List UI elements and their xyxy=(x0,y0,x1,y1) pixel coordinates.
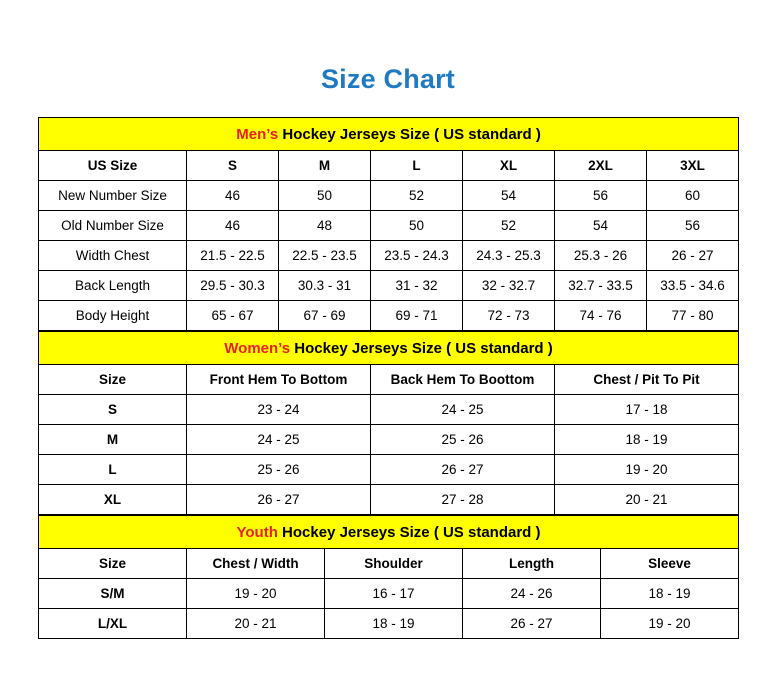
womens-row-2-val-1: 26 - 27 xyxy=(371,455,555,485)
womens-heading-accent: Women’s xyxy=(224,339,291,357)
youth-section-header xyxy=(39,516,739,549)
mens-row-2-val-4: 25.3 - 26 xyxy=(555,241,647,271)
mens-section-header-cell xyxy=(39,118,739,151)
table-row xyxy=(39,241,739,271)
womens-row-3-val-1: 27 - 28 xyxy=(371,485,555,515)
mens-heading-rest: Hockey Jerseys Size ( US standard ) xyxy=(278,125,541,143)
youth-row-0-val-3: 18 - 19 xyxy=(601,579,739,609)
mens-row-3-val-1: 30.3 - 31 xyxy=(279,271,371,301)
table-row xyxy=(39,271,739,301)
womens-row-3-label: XL xyxy=(39,485,187,515)
womens-row-1-val-0: 24 - 25 xyxy=(187,425,371,455)
mens-row-4-val-0: 65 - 67 xyxy=(187,301,279,331)
womens-section-header-cell xyxy=(39,332,739,365)
youth-col-1: Chest / Width xyxy=(187,549,325,579)
mens-col-3: L xyxy=(371,151,463,181)
youth-col-0: Size xyxy=(39,549,187,579)
mens-col-0: US Size xyxy=(39,151,187,181)
womens-row-2-label: L xyxy=(39,455,187,485)
table-row xyxy=(39,485,739,515)
mens-row-4-val-2: 69 - 71 xyxy=(371,301,463,331)
youth-row-0-label: S/M xyxy=(39,579,187,609)
womens-row-2-val-0: 25 - 26 xyxy=(187,455,371,485)
youth-row-1-label: L/XL xyxy=(39,609,187,639)
mens-row-3-label: Back Length xyxy=(39,271,187,301)
mens-row-1-val-3: 52 xyxy=(463,211,555,241)
womens-row-0-val-1: 24 - 25 xyxy=(371,395,555,425)
mens-row-1-val-2: 50 xyxy=(371,211,463,241)
mens-row-0-val-0: 46 xyxy=(187,181,279,211)
mens-row-2-label: Width Chest xyxy=(39,241,187,271)
mens-section-header xyxy=(39,118,739,151)
womens-row-0-val-2: 17 - 18 xyxy=(555,395,739,425)
mens-row-0-val-5: 60 xyxy=(647,181,739,211)
mens-row-4-label: Body Height xyxy=(39,301,187,331)
womens-row-1-label: M xyxy=(39,425,187,455)
mens-heading-accent: Men’s xyxy=(236,125,279,143)
table-row xyxy=(39,609,739,639)
womens-row-3-val-0: 26 - 27 xyxy=(187,485,371,515)
youth-col-3: Length xyxy=(463,549,601,579)
womens-col-3: Chest / Pit To Pit xyxy=(555,365,739,395)
youth-heading-accent: Youth xyxy=(236,523,278,541)
mens-row-4-val-1: 67 - 69 xyxy=(279,301,371,331)
tables-container xyxy=(38,117,738,639)
mens-row-0-val-2: 52 xyxy=(371,181,463,211)
mens-row-2-val-0: 21.5 - 22.5 xyxy=(187,241,279,271)
womens-size-table xyxy=(38,331,739,515)
mens-col-1: S xyxy=(187,151,279,181)
womens-column-headers xyxy=(39,365,739,395)
mens-row-3-val-3: 32 - 32.7 xyxy=(463,271,555,301)
womens-row-2-val-2: 19 - 20 xyxy=(555,455,739,485)
mens-row-3-val-2: 31 - 32 xyxy=(371,271,463,301)
youth-col-4: Sleeve xyxy=(601,549,739,579)
womens-section-header xyxy=(39,332,739,365)
mens-col-6: 3XL xyxy=(647,151,739,181)
youth-row-0-val-1: 16 - 17 xyxy=(325,579,463,609)
mens-col-2: M xyxy=(279,151,371,181)
mens-row-1-val-0: 46 xyxy=(187,211,279,241)
youth-row-1-val-0: 20 - 21 xyxy=(187,609,325,639)
mens-row-4-val-5: 77 - 80 xyxy=(647,301,739,331)
womens-col-1: Front Hem To Bottom xyxy=(187,365,371,395)
mens-row-0-label: New Number Size xyxy=(39,181,187,211)
womens-row-1-val-1: 25 - 26 xyxy=(371,425,555,455)
table-row xyxy=(39,579,739,609)
womens-col-0: Size xyxy=(39,365,187,395)
womens-row-1-val-2: 18 - 19 xyxy=(555,425,739,455)
womens-col-2: Back Hem To Boottom xyxy=(371,365,555,395)
mens-row-1-val-4: 54 xyxy=(555,211,647,241)
womens-heading-rest: Hockey Jerseys Size ( US standard ) xyxy=(290,339,553,357)
youth-row-1-val-1: 18 - 19 xyxy=(325,609,463,639)
youth-column-headers xyxy=(39,549,739,579)
womens-row-0-val-0: 23 - 24 xyxy=(187,395,371,425)
youth-row-1-val-2: 26 - 27 xyxy=(463,609,601,639)
page-title: Size Chart xyxy=(320,64,456,94)
mens-row-0-val-1: 50 xyxy=(279,181,371,211)
mens-size-table xyxy=(38,117,739,331)
womens-row-3-val-2: 20 - 21 xyxy=(555,485,739,515)
mens-row-2-val-3: 24.3 - 25.3 xyxy=(463,241,555,271)
mens-col-5: 2XL xyxy=(555,151,647,181)
mens-row-2-val-2: 23.5 - 24.3 xyxy=(371,241,463,271)
mens-row-1-val-1: 48 xyxy=(279,211,371,241)
table-row xyxy=(39,211,739,241)
table-row xyxy=(39,395,739,425)
youth-section-header-cell xyxy=(39,516,739,549)
table-row xyxy=(39,181,739,211)
youth-col-2: Shoulder xyxy=(325,549,463,579)
mens-row-3-val-5: 33.5 - 34.6 xyxy=(647,271,739,301)
youth-row-0-val-0: 19 - 20 xyxy=(187,579,325,609)
mens-row-4-val-4: 74 - 76 xyxy=(555,301,647,331)
mens-col-4: XL xyxy=(463,151,555,181)
mens-row-2-val-1: 22.5 - 23.5 xyxy=(279,241,371,271)
mens-row-0-val-4: 56 xyxy=(555,181,647,211)
mens-row-4-val-3: 72 - 73 xyxy=(463,301,555,331)
youth-heading-rest: Hockey Jerseys Size ( US standard ) xyxy=(277,523,541,541)
mens-row-1-label: Old Number Size xyxy=(39,211,187,241)
mens-row-2-val-5: 26 - 27 xyxy=(647,241,739,271)
mens-column-headers xyxy=(39,151,739,181)
mens-row-3-val-4: 32.7 - 33.5 xyxy=(555,271,647,301)
youth-size-table xyxy=(38,515,739,639)
youth-row-0-val-2: 24 - 26 xyxy=(463,579,601,609)
youth-row-1-val-3: 19 - 20 xyxy=(601,609,739,639)
table-row xyxy=(39,425,739,455)
table-row xyxy=(39,455,739,485)
mens-row-0-val-3: 54 xyxy=(463,181,555,211)
mens-row-1-val-5: 56 xyxy=(647,211,739,241)
womens-row-0-label: S xyxy=(39,395,187,425)
mens-row-3-val-0: 29.5 - 30.3 xyxy=(187,271,279,301)
table-row xyxy=(39,301,739,331)
